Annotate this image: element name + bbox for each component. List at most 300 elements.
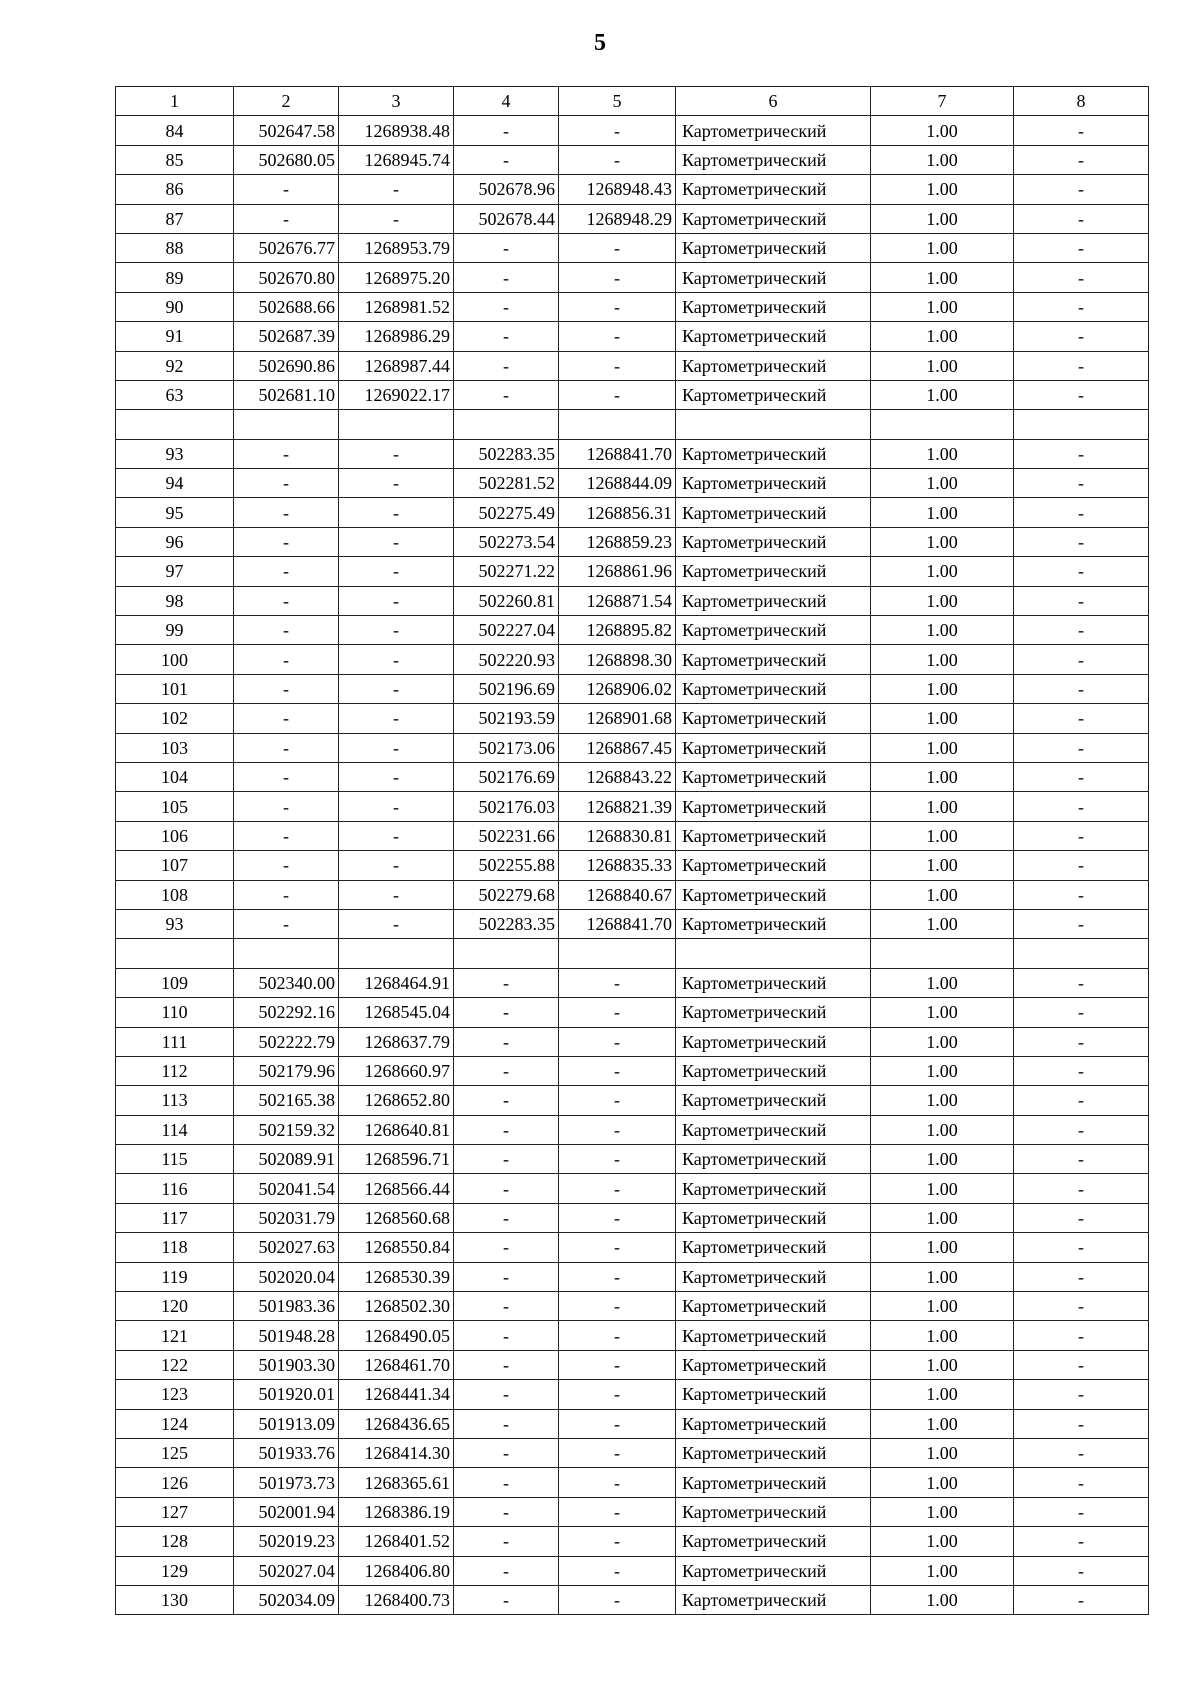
table-cell-col-7: 1.00 — [871, 762, 1014, 791]
table-cell-col-2: 502670.80 — [234, 263, 339, 292]
table-cell-col-1: 121 — [116, 1321, 234, 1350]
table-cell-col-4: - — [454, 145, 559, 174]
table-cell-col-5: 1268841.70 — [559, 439, 676, 468]
table-cell-col-2: - — [234, 704, 339, 733]
table-body — [116, 87, 1149, 1615]
table-cell-col-3: - — [339, 821, 454, 850]
table-cell-col-4: - — [454, 1262, 559, 1291]
table-cell-col-8: - — [1014, 1174, 1149, 1203]
table-cell-col-6: Картометрический — [676, 674, 871, 703]
table-cell-col-7: 1.00 — [871, 557, 1014, 586]
table-cell-col-2: - — [234, 821, 339, 850]
table-cell-col-7: 1.00 — [871, 968, 1014, 997]
table-cell-col-1: 93 — [116, 439, 234, 468]
table-cell-col-1: 91 — [116, 322, 234, 351]
table-cell-col-5: 1268871.54 — [559, 586, 676, 615]
table-cell-col-5: - — [559, 1497, 676, 1526]
table-cell-col-1: 118 — [116, 1233, 234, 1262]
table-cell-col-5: - — [559, 1556, 676, 1585]
table-cell-col-5: 1268840.67 — [559, 880, 676, 909]
table-cell-col-6: Картометрический — [676, 1174, 871, 1203]
table-cell-col-3: - — [339, 645, 454, 674]
table-cell-col-8: - — [1014, 204, 1149, 233]
table-cell-col-2: 502001.94 — [234, 1497, 339, 1526]
table-cell-col-3: - — [339, 733, 454, 762]
table-cell-col-7: 1.00 — [871, 1056, 1014, 1085]
table-cell-col-7: 1.00 — [871, 145, 1014, 174]
table-cell-col-6: Картометрический — [676, 1409, 871, 1438]
table-cell-col-5: - — [559, 233, 676, 262]
table-cell-col-7: 1.00 — [871, 1086, 1014, 1115]
table-row — [116, 821, 1149, 850]
page-number: 5 — [594, 30, 606, 56]
table-cell-col-6: Картометрический — [676, 351, 871, 380]
table-cell-col-6: Картометрический — [676, 557, 871, 586]
table-cell-col-1: 115 — [116, 1145, 234, 1174]
table-cell-col-1: 96 — [116, 527, 234, 556]
table-cell-col-5: 1268843.22 — [559, 762, 676, 791]
table-cell-col-6 — [676, 939, 871, 968]
table-cell-col-5: 5 — [559, 87, 676, 116]
table-cell-col-7: 1.00 — [871, 439, 1014, 468]
table-cell-col-7: 1.00 — [871, 616, 1014, 645]
table-row — [116, 792, 1149, 821]
table-row — [116, 1027, 1149, 1056]
table-cell-col-7: 1.00 — [871, 1527, 1014, 1556]
table-cell-col-4: 502176.69 — [454, 762, 559, 791]
table-row — [116, 1233, 1149, 1262]
table-cell-col-2: 502647.58 — [234, 116, 339, 145]
table-cell-col-4: 502271.22 — [454, 557, 559, 586]
table-cell-col-4: 502196.69 — [454, 674, 559, 703]
table-cell-col-3: 1268545.04 — [339, 998, 454, 1027]
table-cell-col-8: - — [1014, 557, 1149, 586]
table-cell-col-3: - — [339, 204, 454, 233]
table-cell-col-7: 1.00 — [871, 263, 1014, 292]
table-cell-col-2: 502027.04 — [234, 1556, 339, 1585]
table-cell-col-4: - — [454, 1174, 559, 1203]
table-cell-col-2: - — [234, 469, 339, 498]
table-cell-col-4: - — [454, 1380, 559, 1409]
table-cell-col-3: 1268945.74 — [339, 145, 454, 174]
table-cell-col-1: 108 — [116, 880, 234, 909]
table-row — [116, 175, 1149, 204]
table-cell-col-7: 1.00 — [871, 351, 1014, 380]
table-cell-col-7: 1.00 — [871, 527, 1014, 556]
table-cell-col-3: - — [339, 175, 454, 204]
table-cell-col-6: Картометрический — [676, 1145, 871, 1174]
table-cell-col-4: - — [454, 1409, 559, 1438]
table-cell-col-1: 86 — [116, 175, 234, 204]
table-cell-col-8: - — [1014, 1262, 1149, 1291]
table-row — [116, 292, 1149, 321]
table-cell-col-8: - — [1014, 968, 1149, 997]
table-cell-col-4: 502281.52 — [454, 469, 559, 498]
table-row — [116, 469, 1149, 498]
table-cell-col-8: - — [1014, 233, 1149, 262]
table-cell-col-2: - — [234, 851, 339, 880]
table-cell-col-5: - — [559, 968, 676, 997]
table-row — [116, 1145, 1149, 1174]
table-cell-col-8: - — [1014, 1527, 1149, 1556]
table-cell-col-2: - — [234, 792, 339, 821]
table-cell-col-7: 1.00 — [871, 116, 1014, 145]
table-cell-col-1: 100 — [116, 645, 234, 674]
table-cell-col-8: - — [1014, 1027, 1149, 1056]
table-cell-col-2: 502089.91 — [234, 1145, 339, 1174]
table-cell-col-5: - — [559, 1056, 676, 1085]
table-cell-col-7: 1.00 — [871, 998, 1014, 1027]
table-row — [116, 263, 1149, 292]
table-cell-col-5: - — [559, 116, 676, 145]
table-cell-col-5: 1268901.68 — [559, 704, 676, 733]
table-cell-col-6: Картометрический — [676, 1585, 871, 1614]
table-cell-col-4: - — [454, 322, 559, 351]
table-cell-col-8: - — [1014, 733, 1149, 762]
table-cell-col-4: - — [454, 1438, 559, 1467]
table-cell-col-6: Картометрический — [676, 322, 871, 351]
table-cell-col-1 — [116, 939, 234, 968]
table-cell-col-7: 1.00 — [871, 1497, 1014, 1526]
table-cell-col-4: 502255.88 — [454, 851, 559, 880]
table-cell-col-6: Картометрический — [676, 1527, 871, 1556]
table-cell-col-1: 63 — [116, 380, 234, 409]
table-cell-col-5: 1268898.30 — [559, 645, 676, 674]
table-cell-col-2: 501948.28 — [234, 1321, 339, 1350]
table-cell-col-6: Картометрический — [676, 145, 871, 174]
table-cell-col-2: 501933.76 — [234, 1438, 339, 1467]
table-cell-col-4: - — [454, 1292, 559, 1321]
table-cell-col-7: 1.00 — [871, 204, 1014, 233]
table-cell-col-8: - — [1014, 380, 1149, 409]
table-cell-col-6: Картометрический — [676, 1086, 871, 1115]
table-cell-col-7: 1.00 — [871, 1585, 1014, 1614]
table-cell-col-1: 89 — [116, 263, 234, 292]
table-cell-col-1: 119 — [116, 1262, 234, 1291]
table-cell-col-4: - — [454, 1556, 559, 1585]
table-row — [116, 1056, 1149, 1085]
table-cell-col-1: 116 — [116, 1174, 234, 1203]
table-row — [116, 204, 1149, 233]
table-cell-col-8: - — [1014, 116, 1149, 145]
table-cell-col-8: - — [1014, 880, 1149, 909]
table-cell-col-7: 1.00 — [871, 322, 1014, 351]
table-cell-col-6: Картометрический — [676, 175, 871, 204]
table-cell-col-2: 502676.77 — [234, 233, 339, 262]
table-cell-col-5: 1268861.96 — [559, 557, 676, 586]
table-cell-col-7: 1.00 — [871, 1556, 1014, 1585]
table-cell-col-4: - — [454, 263, 559, 292]
table-cell-col-5: - — [559, 1086, 676, 1115]
table-cell-col-2: 502688.66 — [234, 292, 339, 321]
table-cell-col-1: 126 — [116, 1468, 234, 1497]
table-cell-col-2: 502179.96 — [234, 1056, 339, 1085]
table-cell-col-2: 501973.73 — [234, 1468, 339, 1497]
table-row — [116, 1174, 1149, 1203]
table-cell-col-5: 1268859.23 — [559, 527, 676, 556]
table-cell-col-1: 123 — [116, 1380, 234, 1409]
table-cell-col-7: 1.00 — [871, 733, 1014, 762]
table-cell-col-6: Картометрический — [676, 1438, 871, 1467]
table-cell-col-2: - — [234, 498, 339, 527]
table-cell-col-6: Картометрический — [676, 292, 871, 321]
table-cell-col-2: 501920.01 — [234, 1380, 339, 1409]
table-row — [116, 1203, 1149, 1232]
table-cell-col-4: 502220.93 — [454, 645, 559, 674]
table-cell-col-1: 110 — [116, 998, 234, 1027]
table-cell-col-6: Картометрический — [676, 704, 871, 733]
table-cell-col-8 — [1014, 410, 1149, 439]
table-cell-col-7: 7 — [871, 87, 1014, 116]
table-row — [116, 351, 1149, 380]
table-cell-col-2: 502222.79 — [234, 1027, 339, 1056]
table-cell-col-3: - — [339, 439, 454, 468]
coordinates-table — [115, 86, 1149, 1615]
table-cell-col-6: 6 — [676, 87, 871, 116]
table-cell-col-7 — [871, 410, 1014, 439]
table-cell-col-2: - — [234, 204, 339, 233]
table-cell-col-7: 1.00 — [871, 821, 1014, 850]
table-cell-col-6: Картометрический — [676, 851, 871, 880]
table-cell-col-8: - — [1014, 498, 1149, 527]
table-cell-col-5: - — [559, 1409, 676, 1438]
table-cell-col-8: - — [1014, 145, 1149, 174]
table-row — [116, 322, 1149, 351]
table-cell-col-2: 502681.10 — [234, 380, 339, 409]
table-cell-col-5: - — [559, 1468, 676, 1497]
table-cell-col-5: - — [559, 322, 676, 351]
table-cell-col-1: 92 — [116, 351, 234, 380]
table-cell-col-1: 95 — [116, 498, 234, 527]
table-cell-col-8: - — [1014, 527, 1149, 556]
table-cell-col-8: - — [1014, 998, 1149, 1027]
table-row — [116, 880, 1149, 909]
table-cell-col-5: - — [559, 380, 676, 409]
table-cell-col-4: - — [454, 968, 559, 997]
table-cell-col-2: - — [234, 645, 339, 674]
table-cell-col-2: 502019.23 — [234, 1527, 339, 1556]
table-row — [116, 1556, 1149, 1585]
table-cell-col-5 — [559, 939, 676, 968]
table-cell-col-8: - — [1014, 1233, 1149, 1262]
table-cell-col-7: 1.00 — [871, 1292, 1014, 1321]
table-cell-col-1: 88 — [116, 233, 234, 262]
table-cell-col-7: 1.00 — [871, 792, 1014, 821]
table-cell-col-8: - — [1014, 1468, 1149, 1497]
table-cell-col-6: Картометрический — [676, 762, 871, 791]
table-cell-col-6: Картометрический — [676, 263, 871, 292]
table-cell-col-4: 502176.03 — [454, 792, 559, 821]
table-cell-col-4: 502283.35 — [454, 439, 559, 468]
table-cell-col-7: 1.00 — [871, 1233, 1014, 1262]
table-cell-col-3: - — [339, 498, 454, 527]
table-cell-col-3: 1268640.81 — [339, 1115, 454, 1144]
table-cell-col-8: - — [1014, 322, 1149, 351]
table-cell-col-2: - — [234, 909, 339, 938]
table-row — [116, 1086, 1149, 1115]
table-cell-col-8: - — [1014, 762, 1149, 791]
table-cell-col-3: 1268414.30 — [339, 1438, 454, 1467]
table-cell-col-8: - — [1014, 1585, 1149, 1614]
table-cell-col-6: Картометрический — [676, 792, 871, 821]
table-cell-col-8: - — [1014, 1145, 1149, 1174]
table-cell-col-5: - — [559, 1438, 676, 1467]
table-cell-col-8: - — [1014, 821, 1149, 850]
table-cell-col-6: Картометрический — [676, 1497, 871, 1526]
table-cell-col-6: Картометрический — [676, 998, 871, 1027]
table-cell-col-3: - — [339, 880, 454, 909]
table-cell-col-4: 502279.68 — [454, 880, 559, 909]
table-cell-col-7: 1.00 — [871, 469, 1014, 498]
table-row — [116, 762, 1149, 791]
table-cell-col-2: - — [234, 527, 339, 556]
table-row — [116, 1468, 1149, 1497]
table-row — [116, 1115, 1149, 1144]
table-cell-col-1: 97 — [116, 557, 234, 586]
table-cell-col-7: 1.00 — [871, 1115, 1014, 1144]
table-cell-col-8: - — [1014, 263, 1149, 292]
table-cell-col-1: 114 — [116, 1115, 234, 1144]
table-cell-col-4: - — [454, 1468, 559, 1497]
table-row — [116, 1527, 1149, 1556]
table-cell-col-1: 111 — [116, 1027, 234, 1056]
table-cell-col-3: - — [339, 762, 454, 791]
table-cell-col-5: - — [559, 1585, 676, 1614]
table-cell-col-8: - — [1014, 1115, 1149, 1144]
table-cell-col-3: 1268530.39 — [339, 1262, 454, 1291]
table-cell-col-6: Картометрический — [676, 1292, 871, 1321]
table-cell-col-8: - — [1014, 1438, 1149, 1467]
table-cell-col-7: 1.00 — [871, 674, 1014, 703]
table-cell-col-3: - — [339, 674, 454, 703]
table-cell-col-7: 1.00 — [871, 1468, 1014, 1497]
table-cell-col-8: - — [1014, 292, 1149, 321]
table-cell-col-5: - — [559, 998, 676, 1027]
table-cell-col-1: 94 — [116, 469, 234, 498]
table-cell-col-7 — [871, 939, 1014, 968]
table-cell-col-3: 1268652.80 — [339, 1086, 454, 1115]
table-cell-col-4: 502227.04 — [454, 616, 559, 645]
table-cell-col-5: - — [559, 1233, 676, 1262]
table-cell-col-3: - — [339, 586, 454, 615]
table-cell-col-3: 1268400.73 — [339, 1585, 454, 1614]
table-cell-col-1: 90 — [116, 292, 234, 321]
table-cell-col-5: - — [559, 1527, 676, 1556]
table-cell-col-6: Картометрический — [676, 645, 871, 674]
table-cell-col-1: 101 — [116, 674, 234, 703]
table-cell-col-3: - — [339, 909, 454, 938]
table-cell-col-1: 128 — [116, 1527, 234, 1556]
table-cell-col-2: 502292.16 — [234, 998, 339, 1027]
table-cell-col-7: 1.00 — [871, 851, 1014, 880]
table-cell-col-6: Картометрический — [676, 116, 871, 145]
table-row — [116, 616, 1149, 645]
table-cell-col-7: 1.00 — [871, 880, 1014, 909]
table-cell-col-3: 1268461.70 — [339, 1350, 454, 1379]
table-row — [116, 851, 1149, 880]
table-cell-col-5: - — [559, 351, 676, 380]
table-cell-col-8: - — [1014, 616, 1149, 645]
table-cell-col-4: 502193.59 — [454, 704, 559, 733]
table-cell-col-7: 1.00 — [871, 1027, 1014, 1056]
table-cell-col-6: Картометрический — [676, 909, 871, 938]
table-cell-col-6: Картометрический — [676, 204, 871, 233]
table-cell-col-7: 1.00 — [871, 1409, 1014, 1438]
table-cell-col-3: - — [339, 792, 454, 821]
table-cell-col-6: Картометрический — [676, 380, 871, 409]
table-row — [116, 733, 1149, 762]
table-row — [116, 586, 1149, 615]
table-cell-col-5: 1268821.39 — [559, 792, 676, 821]
table-cell-col-1: 117 — [116, 1203, 234, 1232]
table-cell-col-2: - — [234, 586, 339, 615]
table-cell-col-6: Картометрический — [676, 439, 871, 468]
table-cell-col-1: 85 — [116, 145, 234, 174]
table-cell-col-4: - — [454, 1203, 559, 1232]
table-cell-col-3: - — [339, 704, 454, 733]
table-cell-col-4: - — [454, 116, 559, 145]
table-cell-col-5: 1268835.33 — [559, 851, 676, 880]
table-cell-col-2: 502687.39 — [234, 322, 339, 351]
table-cell-col-8: - — [1014, 351, 1149, 380]
table-cell-col-8: - — [1014, 704, 1149, 733]
table-cell-col-1: 84 — [116, 116, 234, 145]
table-cell-col-6: Картометрический — [676, 469, 871, 498]
table-cell-col-5: 1268830.81 — [559, 821, 676, 850]
table-cell-col-5: 1268841.70 — [559, 909, 676, 938]
table-cell-col-3 — [339, 939, 454, 968]
table-cell-col-4: 502260.81 — [454, 586, 559, 615]
table-cell-col-8: - — [1014, 674, 1149, 703]
table-cell-col-5: - — [559, 1380, 676, 1409]
table-cell-col-5: 1268844.09 — [559, 469, 676, 498]
table-cell-col-8: - — [1014, 439, 1149, 468]
table-cell-col-4: - — [454, 1115, 559, 1144]
table-cell-col-4: 502678.96 — [454, 175, 559, 204]
table-cell-col-6: Картометрический — [676, 880, 871, 909]
table-row — [116, 233, 1149, 262]
table-cell-col-8: - — [1014, 175, 1149, 204]
table-cell-col-4: 502678.44 — [454, 204, 559, 233]
table-cell-col-2: - — [234, 733, 339, 762]
table-cell-col-1: 109 — [116, 968, 234, 997]
table-cell-col-6: Картометрический — [676, 1380, 871, 1409]
table-cell-col-7: 1.00 — [871, 645, 1014, 674]
table-cell-col-3: 1268987.44 — [339, 351, 454, 380]
table-cell-col-5: - — [559, 1115, 676, 1144]
table-cell-col-2 — [234, 939, 339, 968]
table-cell-col-5: - — [559, 292, 676, 321]
table-cell-col-8: - — [1014, 1350, 1149, 1379]
table-cell-col-3: 1268938.48 — [339, 116, 454, 145]
table-cell-col-8: - — [1014, 1086, 1149, 1115]
table-cell-col-7: 1.00 — [871, 1203, 1014, 1232]
table-cell-col-1: 105 — [116, 792, 234, 821]
table-cell-col-1: 1 — [116, 87, 234, 116]
table-cell-col-8: - — [1014, 1292, 1149, 1321]
table-cell-col-1: 124 — [116, 1409, 234, 1438]
table-cell-col-2: - — [234, 439, 339, 468]
table-cell-col-3: 1268660.97 — [339, 1056, 454, 1085]
table-cell-col-6: Картометрический — [676, 1350, 871, 1379]
table-cell-col-6: Картометрический — [676, 1233, 871, 1262]
table-cell-col-7: 1.00 — [871, 1262, 1014, 1291]
table-cell-col-3: 1268490.05 — [339, 1321, 454, 1350]
table-cell-col-3: - — [339, 557, 454, 586]
table-cell-col-2: 502690.86 — [234, 351, 339, 380]
table-row — [116, 1262, 1149, 1291]
table-cell-col-1: 107 — [116, 851, 234, 880]
